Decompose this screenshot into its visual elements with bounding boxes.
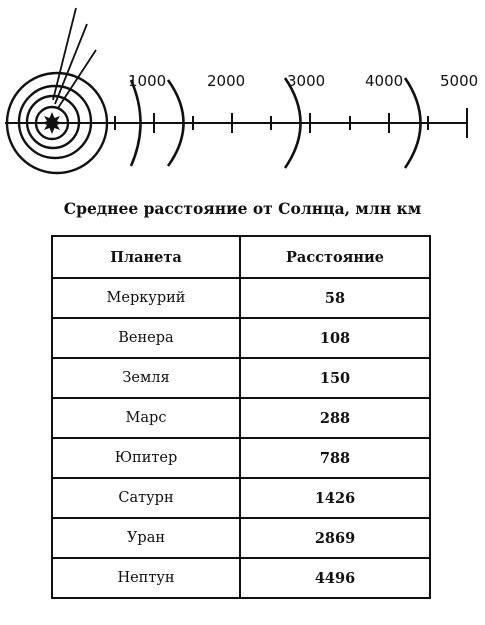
solar-system-diagram [0, 0, 485, 185]
header-planet: Планета [52, 236, 240, 278]
planet-name: Марс [52, 398, 240, 438]
table-row [52, 478, 430, 518]
table-row [52, 558, 430, 598]
scale-label-2000: 2000 [207, 72, 246, 90]
scale-label-1000: 1000 [128, 72, 167, 90]
scale-label-4000: 4000 [365, 72, 404, 90]
planet-distance: 788 [240, 438, 430, 478]
planet-distance: 1426 [240, 478, 430, 518]
planet-distance-table [51, 235, 431, 599]
planet-distance: 2869 [240, 518, 430, 558]
planet-distance: 288 [240, 398, 430, 438]
table-title: Среднее расстояние от Солнца, млн км [63, 199, 422, 218]
planet-distance: 150 [240, 358, 430, 398]
planet-name: Нептун [52, 558, 240, 598]
planet-name: Венера [52, 318, 240, 358]
planet-name: Меркурий [52, 278, 240, 318]
scale-label-3000: 3000 [287, 72, 326, 90]
table-row [52, 358, 430, 398]
table-row [52, 278, 430, 318]
planet-name: Сатурн [52, 478, 240, 518]
scale-label-5000: 5000 [440, 72, 479, 90]
table-row [52, 438, 430, 478]
header-distance: Расстояние [240, 236, 430, 278]
table-row [52, 398, 430, 438]
planet-distance: 108 [240, 318, 430, 358]
planet-distance: 58 [240, 278, 430, 318]
table-header-row [52, 236, 430, 278]
planet-distance: 4496 [240, 558, 430, 598]
planet-name: Земля [52, 358, 240, 398]
table-row [52, 518, 430, 558]
planet-name: Юпитер [52, 438, 240, 478]
table-row [52, 318, 430, 358]
planet-name: Уран [52, 518, 240, 558]
